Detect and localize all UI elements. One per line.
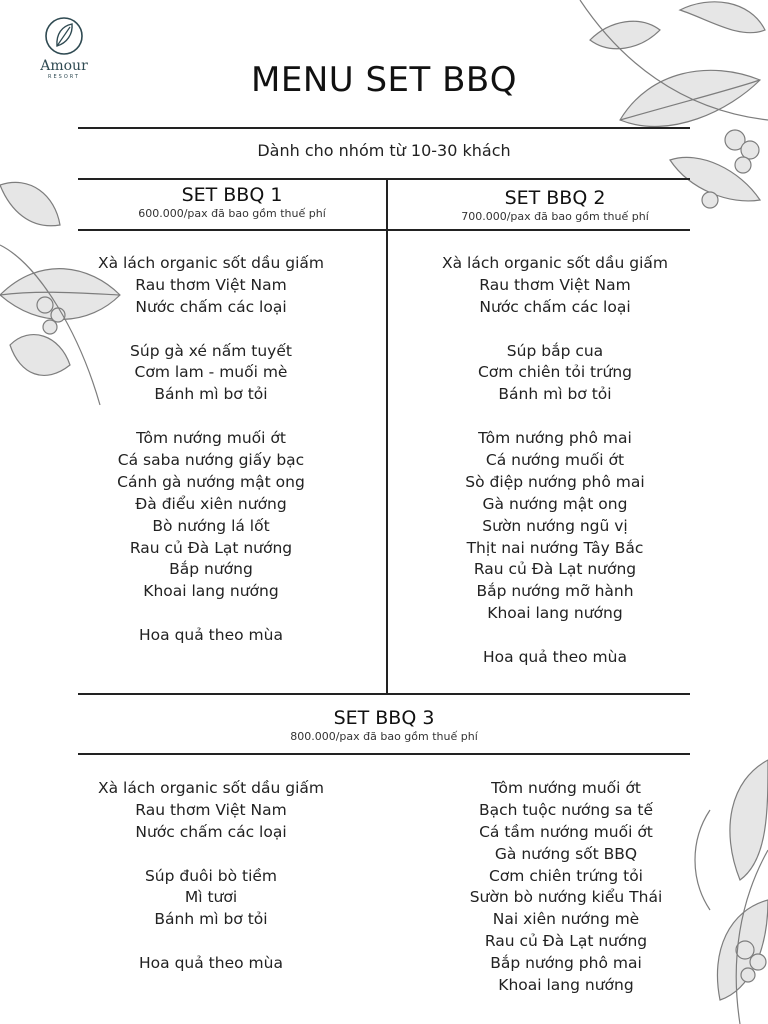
menu-item: Súp gà xé nấm tuyết (130, 341, 292, 360)
divider-set-headers (78, 229, 690, 231)
menu-item: Rau củ Đà Lạt nướng (473, 560, 637, 579)
menu-item: Thịt nai nướng Tây Bắc (466, 538, 644, 557)
leaf-monogram-icon (42, 16, 86, 56)
menu-item: Hoa quả theo mùa (483, 648, 627, 667)
divider-set3-header (78, 753, 690, 755)
menu-item: Khoai lang nướng (498, 976, 634, 995)
menu-item: Mì tươi (184, 888, 238, 907)
menu-item: Nước chấm các loại (135, 822, 287, 841)
page-title: MENU SET BBQ (251, 60, 517, 100)
menu-item: Tôm nướng muối ớt (491, 779, 641, 797)
divider-vertical (386, 180, 388, 694)
menu-item: Nước chấm các loại (135, 297, 287, 316)
menu-item: Rau thơm Việt Nam (479, 275, 631, 294)
menu-item: Bạch tuộc nướng sa tế (478, 800, 654, 819)
brand-name: Amour (40, 58, 88, 74)
menu-spacer (394, 406, 716, 428)
menu-item: Gà nướng sốt BBQ (494, 844, 638, 863)
menu-item: Tôm nướng muối ớt (136, 429, 286, 448)
menu-item: Tôm nướng phô mai (478, 429, 632, 448)
menu-item: Nai xiên nướng mè (492, 910, 640, 929)
menu-item: Bắp nướng (169, 560, 253, 579)
set-3-menu-list-right (406, 778, 726, 997)
menu-item: Súp đuôi bò tiềm (144, 866, 278, 885)
set-2-name: SET BBQ 2 (504, 187, 606, 209)
menu-item: Xà lách organic sốt dầu giấm (441, 254, 668, 272)
set-1-price: 600.000/pax đã bao gồm thuế phí (138, 207, 326, 220)
divider-top (78, 127, 690, 129)
set-1-header (78, 183, 386, 221)
menu-item: Rau thơm Việt Nam (135, 800, 287, 819)
menu-item: Súp bắp cua (506, 341, 604, 360)
menu-spacer (394, 319, 716, 341)
menu-spacer (50, 406, 372, 428)
menu-spacer (50, 844, 372, 866)
menu-item: Rau củ Đà Lạt nướng (484, 932, 648, 951)
menu-item: Sò điệp nướng phô mai (465, 472, 645, 491)
menu-item: Bánh mì bơ tỏi (154, 910, 268, 929)
group-size-note: Dành cho nhóm từ 10-30 khách (257, 141, 511, 160)
menu-item: Bắp nướng mỡ hành (476, 582, 634, 601)
menu-item: Cá tầm nướng muối ớt (479, 822, 653, 841)
menu-item: Đà điểu xiên nướng (135, 494, 287, 513)
menu-spacer (394, 625, 716, 647)
menu-item: Cánh gà nướng mật ong (117, 472, 305, 491)
set-1-name: SET BBQ 1 (181, 184, 283, 206)
menu-item: Khoai lang nướng (487, 604, 623, 623)
menu-item: Cơm chiên trứng tỏi (488, 866, 643, 885)
menu-spacer (50, 931, 372, 953)
menu-item: Bắp nướng phô mai (490, 954, 642, 973)
set-2-header (400, 186, 710, 224)
menu-item: Sườn nướng ngũ vị (482, 516, 628, 535)
menu-item: Sườn bò nướng kiểu Thái (469, 888, 663, 907)
menu-item: Bánh mì bơ tỏi (498, 385, 612, 404)
menu-item: Khoai lang nướng (143, 582, 279, 601)
menu-item: Rau củ Đà Lạt nướng (129, 538, 293, 557)
divider-set3-top (78, 693, 690, 695)
menu-spacer (50, 319, 372, 341)
divider-sets-top (78, 178, 690, 180)
set-2-price: 700.000/pax đã bao gồm thuế phí (461, 210, 649, 223)
menu-item: Xà lách organic sốt dầu giấm (97, 254, 324, 272)
set-1-menu-list (50, 253, 372, 647)
menu-item: Cá saba nướng giấy bạc (117, 451, 305, 470)
menu-item: Cơm lam - muối mè (134, 363, 288, 382)
menu-spacer (50, 603, 372, 625)
menu-item: Hoa quả theo mùa (139, 954, 283, 973)
menu-item: Bánh mì bơ tỏi (154, 385, 268, 404)
menu-item: Xà lách organic sốt dầu giấm (97, 779, 324, 797)
menu-item: Cá nướng muối ớt (485, 451, 625, 470)
set-3-price: 800.000/pax đã bao gồm thuế phí (290, 730, 478, 743)
set-2-menu-list (394, 253, 716, 669)
set-3-header (78, 706, 690, 744)
brand-subtitle: RESORT (48, 74, 80, 80)
menu-item: Nước chấm các loại (479, 297, 631, 316)
menu-item: Cơm chiên tỏi trứng (477, 363, 632, 382)
menu-item: Gà nướng mật ong (482, 494, 628, 513)
set-3-name: SET BBQ 3 (333, 707, 435, 729)
menu-item: Rau thơm Việt Nam (135, 275, 287, 294)
menu-item: Hoa quả theo mùa (139, 626, 283, 645)
set-3-menu-list-left (50, 778, 372, 975)
menu-item: Bò nướng lá lốt (152, 516, 270, 535)
